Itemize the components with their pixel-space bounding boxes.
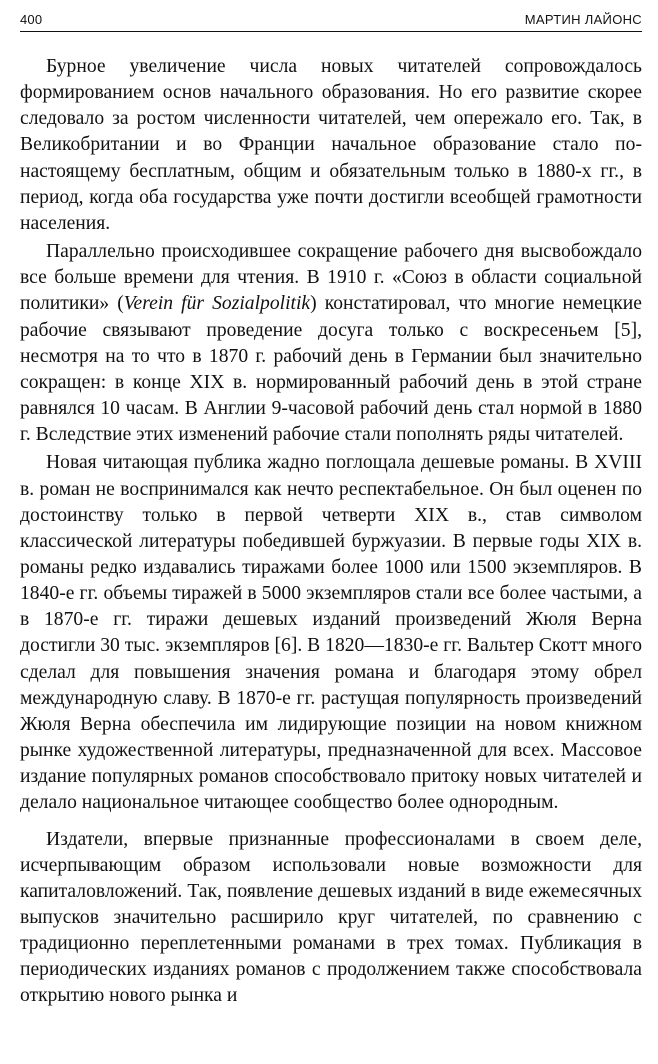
paragraph-4: Издатели, впервые признанные профессионалами в своем деле, исчерпывающим образом использовали новые возможности для капиталовложений. Так, появление дешевых изданий в виде ежемесячных выпусков значительно расширило круг читателей, по сравнению с традиционно переплетенными романами в трех томах. Публикация в периодических изданиях романов с продолжением также способствовала открытию нового рынка и [20, 828, 642, 1007]
paragraph-2-start: Параллельно происходившее сокращение рабочего дня высвобождало все больше времени для чтения. В 1910 г. «Союз в области социальной политики» ( [20, 241, 642, 315]
running-head: МАРТИН ЛАЙОНС [524, 12, 642, 27]
page-number: 400 [20, 12, 43, 27]
paragraph-2-end: ) констатировал, что многие немецкие рабочие связывают проведение досуга только с воскресеньем [5], несмотря на то что в 1870 г. рабочий день в Германии был значительно сокращен: в конце XIX в. нормированный рабочий день в этой стране равнялся 10 часам. В Англии 9-часовой рабочий день стал нормой в 1880 г. Вследствие этих изменений рабочие стали пополнять ряды читателей. [20, 293, 642, 446]
paragraph-2-italic-term: Verein für Sozialpolitik [123, 293, 311, 315]
paragraph-3: Новая читающая публика жадно поглощала дешевые романы. В XVIII в. роман не воспринимался как нечто респектабельное. Он был оценен по достоинству только в первой четверти XIX в., став символом классической литературы победившей буржуазии. В первые годы XIX в. романы редко издавались тиражами более 1000 или 1500 экземпляров. В 1840-е гг. объемы тиражей в 5000 экземпляров стали все более частыми, а в 1870-е гг. тиражи дешевых изданий произведений Жюля Верна достигли 30 тыс. экземпляров [6]. В 1820—1830-е гг. Вальтер Скотт много сделал для повышения значения романа и благодаря этому обрел международную славу. В 1870-е гг. растущая популярность произведений Жюля Верна обеспечила им лидирующие позиции на новом книжном рынке художественной литературы, предназначенной для всех. Массовое издание популярных романов способствовало притоку новых читателей и делало национальное читающее сообщество более однородным. [20, 452, 642, 814]
paragraph-1: Бурное увеличение числа новых читателей сопровождалось формированием основ начального образования. Но его развитие скорее следовало за ростом численности читателей, чем опережало его. Так, в Великобритании и во Франции начальное образование стало по-настоящему бесплатным, общим и обязательным только в 1880-х гг., в период, когда оба государства уже почти достигли всеобщей грамотности населения. [20, 56, 642, 234]
page-header [20, 12, 642, 32]
paragraph-2 [20, 239, 642, 448]
book-page [20, 12, 642, 1010]
body-text [20, 54, 642, 1010]
